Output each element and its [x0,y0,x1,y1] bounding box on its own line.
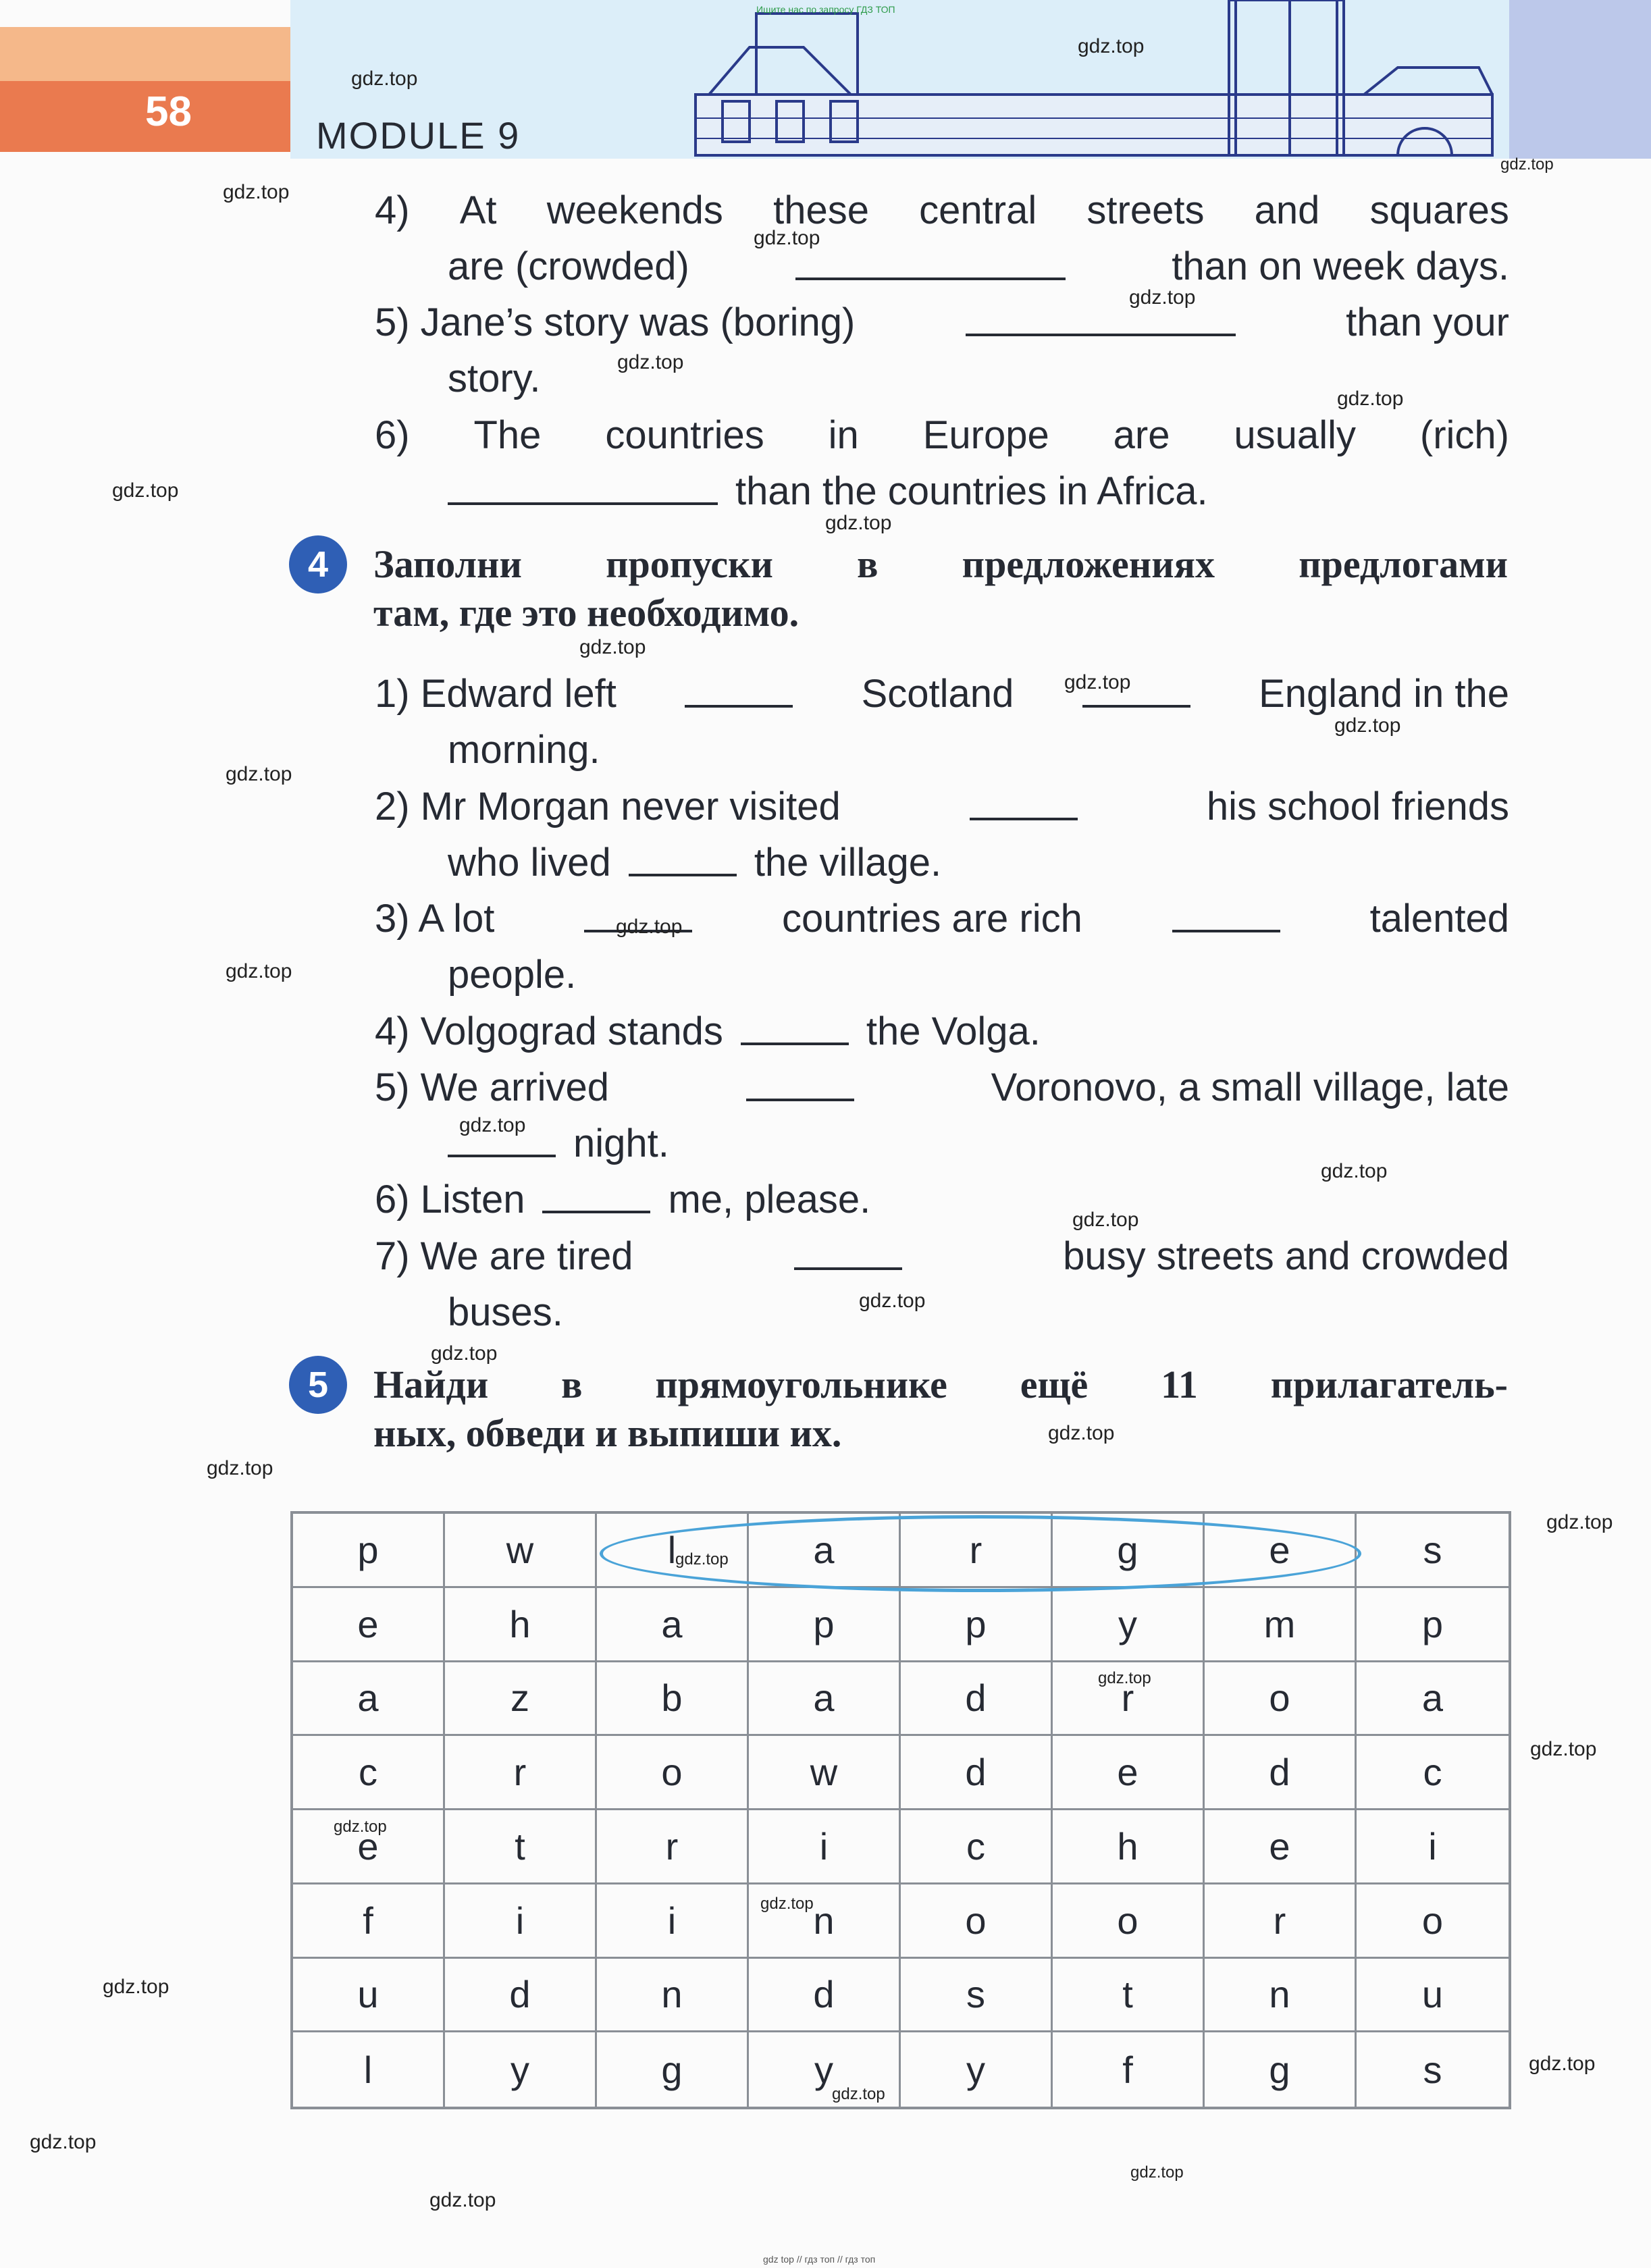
grid-cell[interactable]: a [1357,1662,1509,1737]
grid-cell[interactable]: p [1357,1588,1509,1662]
word: ещё [1020,1363,1089,1406]
grid-cell[interactable]: o [1053,1884,1205,1959]
word: 11 [1161,1363,1198,1406]
word: Найди [373,1363,489,1406]
word: weekends [546,188,723,232]
answer-blank[interactable] [795,240,1066,280]
text: who lived [448,841,611,885]
grid-cell[interactable]: g [597,2032,749,2107]
watermark: gdz.top [334,1818,387,1836]
grid-cell[interactable]: i [749,1810,901,1884]
text: me, please. [668,1178,871,1221]
answer-blank[interactable] [794,1230,902,1270]
word: предлогами [1299,542,1508,586]
grid-cell[interactable]: o [1205,1662,1357,1737]
watermark: gdz.top [1130,2163,1184,2182]
word: in [828,413,859,457]
watermark: gdz.top [223,181,290,203]
bottom-notice: gdz top // гдз топ // гдз топ [763,2254,876,2265]
word: в [857,542,879,586]
word: usually [1234,413,1356,457]
grid-cell[interactable]: l [293,2032,445,2107]
text: than on week days. [1172,244,1509,288]
grid-cell[interactable]: b [597,1662,749,1737]
grid-cell[interactable]: g [1053,1514,1205,1588]
grid-cell[interactable]: t [445,1810,597,1884]
task4-s7-line2 [448,1286,1582,1340]
page-number: 58 [145,88,192,135]
grid-cell[interactable]: s [1357,1514,1509,1588]
grid-cell[interactable]: t [1053,1959,1205,2033]
grid-cell[interactable]: c [901,1810,1053,1884]
watermark: gdz.top [832,2085,885,2103]
grid-cell[interactable]: i [445,1884,597,1959]
grid-cell[interactable]: r [1053,1662,1205,1737]
grid-cell[interactable]: c [293,1736,445,1810]
text: than your [1346,300,1509,344]
text: people. [448,953,577,997]
watermark: gdz.top [1500,155,1554,174]
grid-cell[interactable]: y [901,2032,1053,2107]
answer-blank[interactable] [970,780,1078,820]
grid-cell[interactable]: e [1205,1514,1357,1588]
watermark: gdz.top [1334,714,1401,737]
word: пропуски [606,542,773,586]
word: Europe [922,413,1049,457]
grid-cell[interactable]: a [749,1662,901,1737]
answer-blank[interactable] [741,1005,849,1045]
watermark: gdz.top [617,351,684,373]
word: 6) [375,413,410,457]
grid-cell[interactable]: o [597,1736,749,1810]
watermark: gdz.top [1072,1209,1139,1231]
watermark: gdz.top [760,1895,814,1913]
task4-s4 [375,1005,1509,1059]
grid-cell[interactable]: f [1053,2032,1205,2107]
word: 4) [375,188,410,232]
task5-badge: 5 [289,1356,347,1414]
text: 2) Mr Morgan never visited [375,785,841,828]
grid-cell[interactable]: l [597,1514,749,1588]
word: streets [1086,188,1205,232]
word: squares [1369,188,1509,232]
watermark: gdz.top [351,68,418,90]
grid-cell[interactable]: e [1205,1810,1357,1884]
text: там, где это необходимо. [373,591,800,635]
word: The [473,413,542,457]
grid-cell[interactable]: r [597,1810,749,1884]
watermark: gdz.top [1530,1738,1597,1760]
task4-s2-line1 [375,780,1509,834]
page-tab-top [0,27,290,81]
watermark: gdz.top [1529,2053,1596,2075]
grid-cell[interactable]: m [1205,1588,1357,1662]
watermark: gdz.top [226,960,292,982]
watermark: gdz.top [226,763,292,785]
word: central [919,188,1037,232]
task5-instruction-line2 [373,1409,1508,1458]
watermark: gdz.top [30,2131,97,2153]
watermark: gdz.top [1064,671,1131,693]
text: Voronovo, a small village, late [991,1065,1509,1109]
text: buses. [448,1290,563,1334]
grid-cell[interactable]: p [293,1514,445,1588]
grid-cell[interactable]: z [445,1662,597,1737]
watermark: gdz.top [459,1114,526,1136]
grid-cell[interactable]: a [749,1514,901,1588]
grid-cell[interactable]: o [1357,1884,1509,1959]
watermark: gdz.top [429,2189,496,2211]
task4-s3-line1 [375,892,1509,946]
text: ных, обведи и выпиши их. [373,1411,842,1455]
text: morning. [448,728,600,772]
grid-cell[interactable]: n [597,1959,749,2033]
text: the Volga. [866,1009,1041,1053]
answer-blank[interactable] [1172,892,1280,932]
grid-cell[interactable]: g [1205,2032,1357,2107]
grid-cell[interactable]: a [293,1662,445,1737]
grid-cell[interactable]: e [293,1588,445,1662]
answer-blank[interactable] [542,1173,650,1213]
watermark: gdz.top [1321,1160,1388,1182]
text: 3) A lot [375,897,495,941]
word: предложениях [962,542,1215,586]
task4-s5-line1 [375,1061,1509,1115]
grid-cell[interactable]: r [1205,1884,1357,1959]
top-notice: Ищите нас по запросу ГДЗ ТОП [756,4,895,15]
word: в [561,1363,583,1406]
text: 4) Volgograd stands [375,1009,723,1053]
text: his school friends [1206,785,1509,828]
task4-s1-line2 [448,723,1582,777]
watermark: gdz.top [1337,388,1404,410]
answer-blank[interactable] [746,1061,854,1101]
grid-cell[interactable]: e [293,1810,445,1884]
watermark: gdz.top [825,512,892,534]
grid-cell[interactable]: d [1205,1736,1357,1810]
watermark: gdz.top [207,1457,273,1479]
task4-instruction-line1 [373,540,1508,589]
text: 5) We arrived [375,1065,610,1109]
watermark: gdz.top [103,1976,169,1998]
watermark: gdz.top [579,636,646,658]
answer-blank[interactable] [629,836,737,876]
watermark: gdz.top [1129,286,1196,309]
task3-item4-line2 [448,240,1509,294]
task3-item5-line1 [375,296,1509,350]
task4-s3-line2 [448,948,1582,1002]
task4-s1-line1 [375,667,1509,721]
word: прямоугольнике [655,1363,947,1406]
word: countries [605,413,764,457]
watermark: gdz.top [1098,1669,1151,1687]
watermark: gdz.top [616,916,683,938]
watermark: gdz.top [675,1550,729,1568]
grid-cell[interactable]: s [901,1959,1053,2033]
grid-cell[interactable]: o [901,1884,1053,1959]
grid-cell[interactable]: u [293,1959,445,2033]
grid-cell[interactable]: h [445,1588,597,1662]
grid-cell[interactable]: d [749,1959,901,2033]
grid-cell[interactable]: i [1357,1810,1509,1884]
text: are (crowded) [448,244,689,288]
task3-item6-line2 [448,465,1582,519]
task5-instruction-line1 [373,1361,1508,1409]
word: these [773,188,869,232]
page-header [0,0,1651,159]
watermark: gdz.top [431,1342,498,1365]
grid-cell[interactable]: p [901,1588,1053,1662]
grid-cell[interactable]: d [445,1959,597,2033]
grid-cell[interactable]: f [293,1884,445,1959]
text: England in the [1259,672,1509,716]
grid-cell[interactable]: p [749,1588,901,1662]
answer-blank[interactable] [448,465,718,505]
word: Заполни [373,542,522,586]
grid-cell[interactable]: a [597,1588,749,1662]
grid-cell[interactable]: w [749,1736,901,1810]
grid-cell[interactable]: d [901,1736,1053,1810]
text: than the countries in Africa. [735,469,1208,513]
text: 7) We are tired [375,1234,633,1278]
text: story. [448,357,541,400]
grid-cell[interactable]: e [1053,1736,1205,1810]
task4-instruction-line2 [373,589,1508,637]
answer-blank[interactable] [685,667,793,708]
text: talented [1369,897,1509,941]
grid-cell[interactable]: w [445,1514,597,1588]
word: and [1254,188,1320,232]
grid-cell[interactable]: s [1423,2048,1442,2091]
header-right-strip [1509,0,1651,159]
task3-item4-line1 [375,184,1509,238]
grid-cell[interactable]: i [597,1884,749,1959]
watermark: gdz.top [754,227,820,249]
text: 6) Listen [375,1178,525,1221]
grid-cell[interactable]: y [1053,1588,1205,1662]
task4-s5-line2 [448,1117,1582,1171]
watermark: gdz.top [1078,35,1145,57]
grid-cell[interactable]: r [445,1736,597,1810]
grid-cell[interactable]: n [749,1884,901,1959]
grid-cell[interactable]: u [1357,1959,1509,2033]
watermark: gdz.top [1048,1422,1115,1444]
word: (rich) [1419,413,1509,457]
module-title: MODULE 9 [316,114,521,157]
grid-cell[interactable]: n [1205,1959,1357,2033]
watermark: gdz.top [1546,1511,1613,1533]
watermark: gdz.top [859,1290,926,1312]
word-search-grid[interactable] [290,1511,1511,2109]
word: are [1113,413,1170,457]
task4-badge: 4 [289,535,347,594]
grid-cell[interactable]: y [749,2032,901,2107]
word: At [459,188,497,232]
grid-cell[interactable]: r [901,1514,1053,1588]
text: night. [573,1122,669,1165]
text: the village. [754,841,942,885]
text: Scotland [861,672,1014,716]
grid-cell[interactable]: h [1053,1810,1205,1884]
text: countries are rich [782,897,1082,941]
text: busy streets and crowded [1063,1234,1509,1278]
text: 1) Edward left [375,672,617,716]
text: 5) Jane’s story was (boring) [375,300,856,344]
grid-cell[interactable]: y [445,2032,597,2107]
grid-cell[interactable]: d [901,1662,1053,1737]
task4-s2-line2 [448,836,1582,890]
watermark: gdz.top [112,479,179,502]
word: прилагатель- [1270,1363,1508,1406]
grid-cell[interactable]: c [1357,1736,1509,1810]
task3-item6-line1 [375,408,1509,463]
task4-s7-line1 [375,1230,1509,1284]
